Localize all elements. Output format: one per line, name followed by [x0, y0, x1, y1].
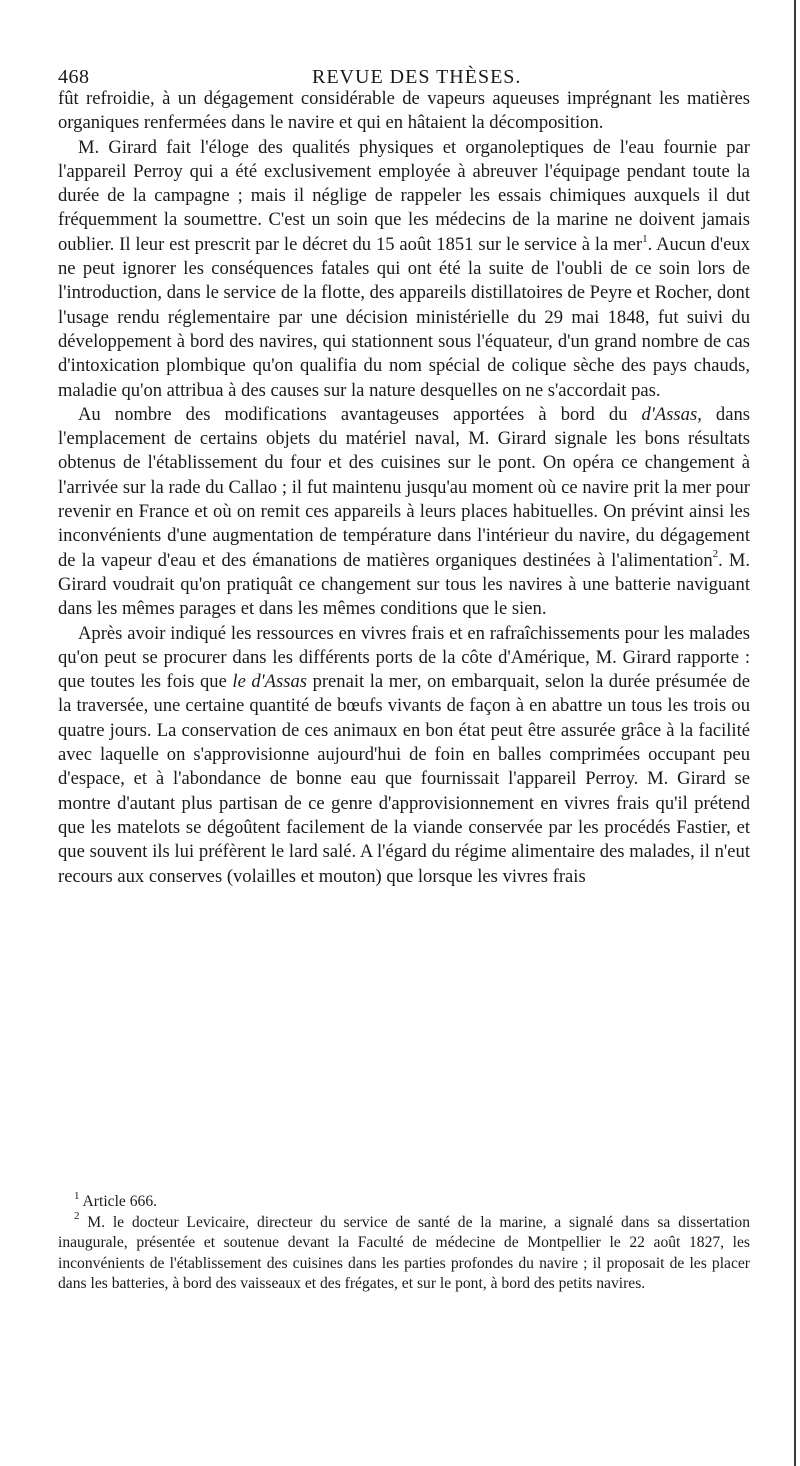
footnotes: [58, 1189, 750, 1295]
paragraph-3-text-after2: . M. Girard voudrait qu'on pratiquât ce changement sur tous les navires à une batterie naviguant dans les mêmes parages et dans les mêmes conditions que le sien.: [58, 549, 750, 620]
paragraph-1-text: fût refroidie, à un dégagement considérable de vapeurs aqueuses imprégnant les matières organiques renfermées dans le navire et qui en hâtaient la décomposition.: [58, 88, 750, 134]
footnote-1: [58, 1189, 750, 1213]
page-number: 468: [58, 66, 90, 88]
paragraph-2-text-after: . Aucun d'eux ne peut ignorer les conséquences fatales qui ont été la suite de l'oubli de ce soin lors de l'introduction, dans le service de la flotte, des appareils distillatoires de Peyre et Rocher, dont l'usage rendu réglementaire par une décision ministérielle du 29 mai 1848, fut suivi du développement à bord des navires, qui stationnent sous l'équateur, d'un grand nombre de cas d'intoxication plombique qu'on qualifia du nom spécial de colique sèche des pays chauds, maladie qu'on attribua à des causes sur la nature desquelles on ne s'accordait pas.: [58, 233, 751, 401]
paragraph-3-text-after: , dans l'emplacement de certains objets du matériel naval, M. Girard signale les bons résultats obtenus de l'établissement du four et des cuisines sur le pont. On opéra ce changement à l'arrivée sur la rade du Callao ; il fut maintenu jusqu'au moment où ce navire prit la mer pour revenir en France et où on remit ces appareils à leurs places habituelles. On prévint ainsi les inconvénients d'une augmentation de température dans l'intérieur du navire, du dégagement de la vapeur d'eau et des émanations de matières organiques destinées à l'alimentation: [58, 403, 750, 571]
footnote-1-mark: 1: [74, 1189, 80, 1202]
paragraph-2-text: M. Girard fait l'éloge des qualités physiques et organoleptiques de l'eau fournie par l'appareil Perroy qui a été exclusivement employée à abreuver l'équipage pendant toute la durée de la campagne ; mais il néglige de rappeler les essais chimiques auxquels il dut fréquemment la soumettre. C'est un soin que les médecins de la marine ne doivent jamais oublier. Il leur est prescrit par le décret du 15 août 1851 sur le service à la mer: [58, 136, 750, 255]
running-title: REVUE DES THÈSES.: [312, 66, 522, 88]
footnote-1-text: Article 666.: [82, 1193, 158, 1210]
body-text: [58, 87, 750, 889]
footnote-2-mark: 2: [74, 1210, 80, 1223]
paragraph-4-text: Après avoir indiqué les ressources en vivres frais et en rafraîchissements pour les malades qu'on peut se procurer dans les différents ports de la côte d'Amérique, M. Girard rapporte : que toutes les fois que: [58, 622, 750, 693]
footnote-ref-1: 1: [642, 232, 648, 245]
paragraph-3-text: Au nombre des modifications avantageuses apportées à bord du: [78, 403, 642, 425]
paragraph-4-text-after: prenait la mer, on embarquait, selon la durée présumée de la traversée, une certaine quantité de bœufs vivants de façon à en abattre un tous les trois ou quatre jours. La conservation de ces animaux en bon état peut être assurée grâce à la facilité avec laquelle on s'approvisionne aujourd'hui de foin en balles comprimées occupant peu d'espace, et à l'abondance de bonne eau que fournissait l'appareil Perroy. M. Girard se montre d'autant plus partisan de ce genre d'approvisionnement en vivres frais qu'il prétend que les matelots se dégoûtent facilement de la viande conservée par les procédés Fastier, et que souvent ils lui préfèrent le lard salé. A l'égard du régime alimentaire des malades, il n'eut recours aux conserves (volailles et mouton) que lorsque les vivres frais: [58, 671, 750, 887]
page-edge-line: [794, 0, 796, 1466]
paragraph-3: [58, 403, 750, 622]
paragraph-2: [58, 136, 750, 403]
paragraph-1: [58, 87, 750, 136]
ship-name-italic: d'Assas: [641, 403, 698, 425]
footnote-2-text: M. le docteur Levicaire, directeur du service de santé de la marine, a signalé dans sa dissertation inaugurale, présentée et soutenue devant la Faculté de médecine de Montpellier le 22 août 1827, les inconvénients de l'établissement des cuisines dans les parties profondes du navire ; il proposait de les placer dans les batteries, à bord des vaisseaux et des frégates, et sur le pont, à bord des petits navires.: [58, 1213, 750, 1292]
footnote-ref-2: 2: [712, 548, 719, 561]
paragraph-4: [58, 622, 750, 889]
footnote-2: [58, 1210, 750, 1295]
ship-name-italic-2: le d'Assas: [232, 671, 308, 693]
